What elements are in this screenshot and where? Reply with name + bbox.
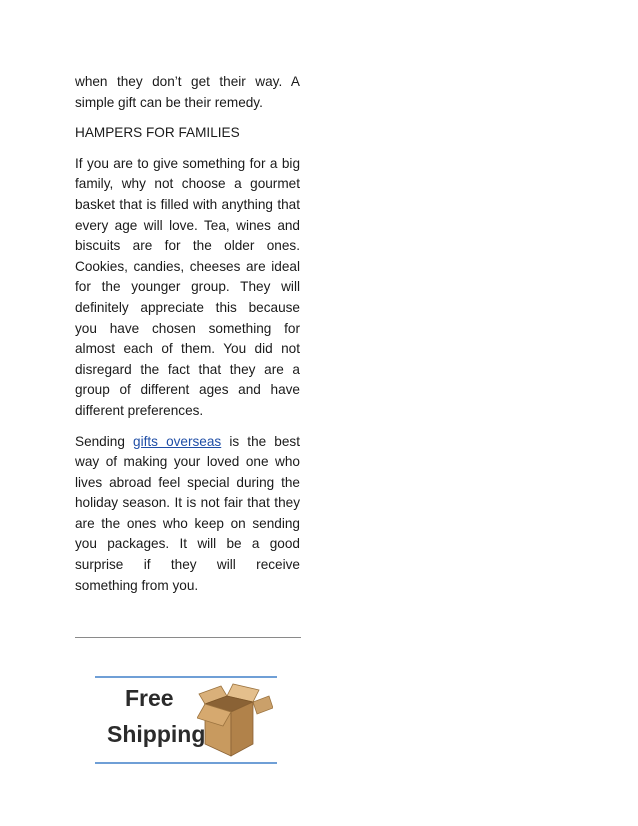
gifts-overseas-link[interactable]: gifts overseas <box>133 433 222 449</box>
banner-line-free: Free <box>125 685 174 711</box>
paragraph-overseas-start: Sending <box>75 433 134 449</box>
banner-line-shipping: Shipping <box>107 721 206 747</box>
horizontal-divider <box>75 637 301 638</box>
cardboard-box-icon <box>197 682 273 760</box>
free-shipping-banner <box>95 676 277 764</box>
section-heading: HAMPERS FOR FAMILIES <box>75 125 240 141</box>
paragraph-hampers: If you are to give something for a big family, why not choose a gourmet basket that is filled with anything that every age will love. Tea, wines and biscuits are for the older ones. Cookies, candies, cheeses are ideal for the younger group. They will definitely appreciate this because you have chosen something for almost each of them. You did not disregard the fact that they are a group of different ages and have different preferences. <box>75 155 300 418</box>
paragraph-overseas-end: is the best way of making your loved one who lives abroad feel special during the holiday season. It is not fair that they are the ones who keep on sending you packages. It will be a good surprise if they will receive something from you. <box>75 433 300 593</box>
banner-bottom-line <box>95 762 277 764</box>
paragraph-intro: when they don’t get their way. A simple gift can be their remedy. <box>75 74 300 110</box>
text-column <box>75 72 300 606</box>
paragraph-overseas <box>75 432 300 597</box>
banner-top-line <box>95 676 277 678</box>
